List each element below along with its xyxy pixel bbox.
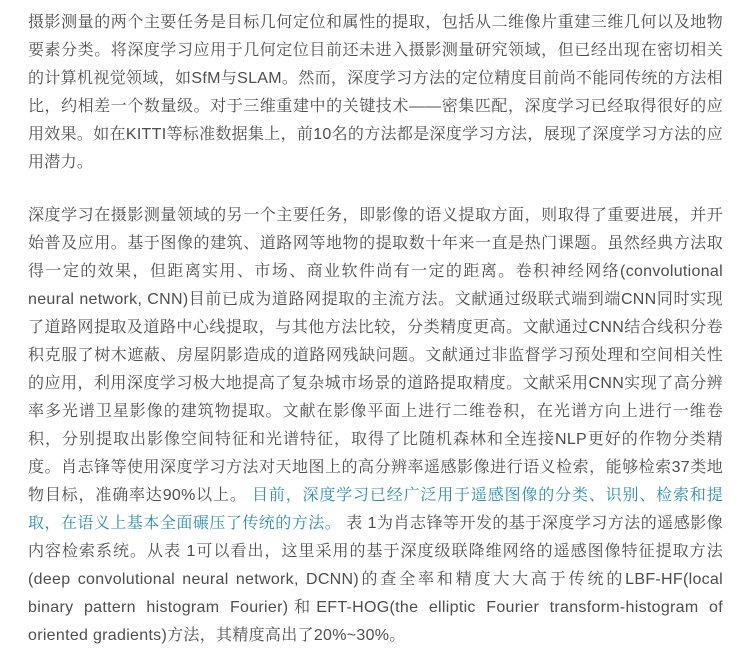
- highlighted-sentence: 目前，深度学习已经广泛用于遥感图像的分类、识别、检索和提取，在语义上基本全面碾压了传统的方法。: [28, 487, 724, 532]
- paragraph-2: [28, 202, 723, 650]
- paragraph-1-text: 摄影测量的两个主要任务是目标几何定位和属性的提取，包括从二维像片重建三维几何以及地物要素分类。将深度学习应用于几何定位目前还未进入摄影测量研究领域，但已经出现在密切相关的计算机视觉领域，如SfM与SLAM。然而，深度学习方法的定位精度目前尚不能同传统的方法相比，约相差一个数量级。对于三维重建中的关键技术——密集匹配，深度学习已经取得很好的应用效果。如在KITTI等标准数据集上，前10名的方法都是深度学习方法，展现了深度学习方法的应用潜力。: [28, 14, 723, 171]
- paragraph-1: [28, 9, 723, 177]
- paragraph-2-text-lead: 深度学习在摄影测量领域的另一个主要任务，即影像的语义提取方面，则取得了重要进展，并开始普及应用。基于图像的建筑、道路网等地物的提取数十年来一直是热门课题。虽然经典方法取得一定的效果，但距离实用、市场、商业软件尚有一定的距离。卷积神经网络(convolutional neural network, CNN)目前已成为道路网提取的主流方法。文献通过级联式端到端CNN同时实现了道路网提取及道路中心线提取，与其他方法比较，分类精度更高。文献通过CNN结合线积分卷积克服了树木遮蔽、房屋阴影造成的道路网残缺问题。文献通过非监督学习预处理和空间相关性的应用，利用深度学习极大地提高了复杂城市场景的道路提取精度。文献采用CNN实现了高分辨率多光谱卫星影像的建筑物提取。文献在影像平面上进行二维卷积，在光谱方向上进行一维卷积，分别提取出影像空间特征和光谱特征，取得了比随机森林和全连接NLP更好的作物分类精度。肖志锋等使用深度学习方法对天地图上的高分辨率遥感影像进行语义检索，能够检索37类地物目标，准确率达90%以上。: [28, 207, 723, 504]
- paragraph-2-text-tail: 表 1为肖志锋等开发的基于深度学习方法的遥感影像内容检索系统。从表 1可以看出，这里采用的基于深度级联降维网络的遥感图像特征提取方法(deep convolutional neural network, DCNN)的查全率和精度大大高于传统的LBF-HF(local binary pattern histogram Fourier)和EFT-HOG(the elliptic Fourier transform-histogram of oriented gradients)方法，其精度高出了20%~30%。: [28, 515, 724, 644]
